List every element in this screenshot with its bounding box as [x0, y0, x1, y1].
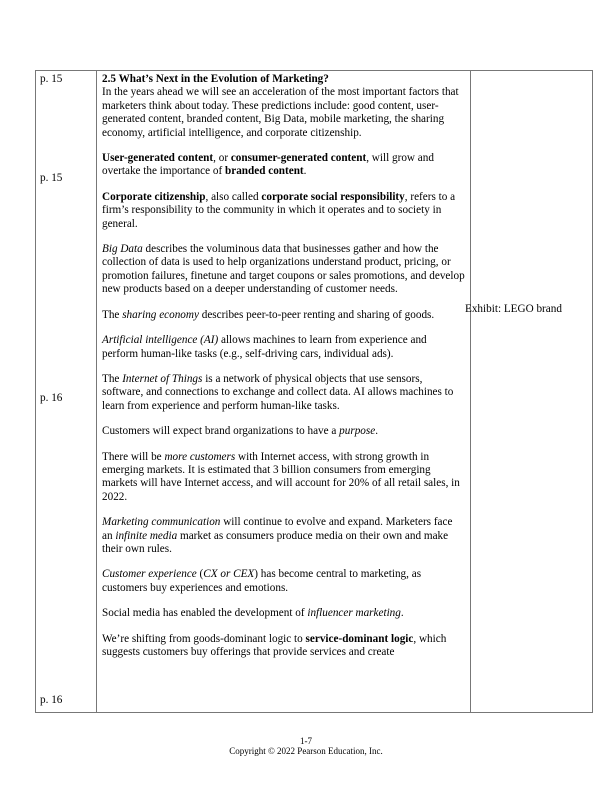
service-dominant-logic-paragraph: We’re shifting from goods-dominant logic to service-dominant logic, which suggests customers buy offerings that provide services and create	[102, 632, 447, 658]
term-customer-experience: Customer experience	[102, 568, 197, 581]
iot-paragraph: The Internet of Things is a network of physical objects that use sensors, software, and connections to exchange and collect data. AI allows machines to learn from experience and perform human-like tasks.	[102, 372, 454, 412]
page-number: 1-7	[300, 736, 312, 746]
corporate-citizenship-paragraph: Corporate citizenship, also called corporate social responsibility, refers to a firm’s responsibility to the community in which it operates and to society in general.	[102, 190, 456, 230]
content-table	[35, 70, 593, 713]
term-big-data: Big Data	[102, 243, 143, 256]
section-title: 2.5 What’s Next in the Evolution of Marketing?	[102, 73, 329, 85]
term-sharing-economy: sharing economy	[122, 308, 199, 321]
term-ugc: User-generated content	[102, 152, 214, 165]
page-ref: p. 16	[40, 694, 63, 706]
term-ai: Artificial intelligence (AI)	[102, 334, 219, 347]
term-influencer-marketing: influencer marketing	[307, 607, 401, 620]
term-branded-content: branded content	[225, 165, 304, 178]
purpose-paragraph: Customers will expect brand organizations to have a purpose.	[102, 425, 379, 438]
term-more-customers: more customers	[164, 450, 236, 463]
sharing-economy-paragraph: The sharing economy describes peer-to-peer renting and sharing of goods.	[102, 308, 435, 321]
marketing-communication-paragraph: Marketing communication will continue to evolve and expand. Marketers face an infinite media market as consumers produce media on their own and make their own rules.	[102, 516, 453, 555]
page-ref: p. 15	[40, 73, 63, 85]
term-infinite-media: infinite media	[115, 529, 178, 542]
term-csr: corporate social responsibility	[261, 190, 405, 203]
section-block	[102, 73, 465, 140]
term-cx-cex: CX or CEX	[203, 568, 255, 581]
exhibit-label: Exhibit: LEGO brand	[465, 303, 562, 315]
ai-paragraph: Artificial intelligence (AI) allows machines to learn from experience and perform human-like tasks (e.g., self-driving cars, individual ads).	[102, 334, 427, 360]
ugc-paragraph: User-generated content, or consumer-generated content, will grow and overtake the importance of branded content.	[102, 152, 434, 178]
more-customers-paragraph: There will be more customers with Internet access, with strong growth in emerging markets. It is estimated that 3 billion consumers from emerging markets will have Internet access, and will account for 20% of all retail sales, in 2022.	[102, 450, 460, 503]
intro-text: In the years ahead we will see an acceleration of the most important factors that marketers think about today. These predictions include: good content, user-generated content, branded content, Big Data, mobile marketing, the sharing economy, artificial intelligence, and corporate citizenship.	[102, 86, 459, 139]
copyright: Copyright © 2022 Pearson Education, Inc.	[229, 746, 383, 756]
influencer-paragraph: Social media has enabled the development of influencer marketing.	[102, 607, 404, 620]
term-iot: Internet of Things	[122, 372, 203, 385]
customer-experience-paragraph: Customer experience (CX or CEX) has become central to marketing, as customers buy experiences and emotions.	[102, 568, 422, 594]
term-marketing-communication: Marketing communication	[102, 516, 221, 529]
term-service-dominant-logic: service-dominant logic	[305, 632, 414, 645]
content-column	[97, 71, 471, 713]
exhibit-column	[471, 71, 593, 713]
page-ref: p. 15	[40, 172, 63, 184]
term-cgc: consumer-generated content	[230, 152, 367, 165]
page-ref: p. 16	[40, 392, 63, 404]
term-corporate-citizenship: Corporate citizenship	[102, 190, 206, 203]
term-purpose: purpose	[339, 425, 376, 438]
big-data-paragraph: Big Data describes the voluminous data that businesses gather and how the collection of data is used to help organizations understand product, pricing, or promotion failures, finetune and target coupons or sales promotions, and develop new products based on a deeper understanding of customer needs.	[102, 243, 465, 296]
